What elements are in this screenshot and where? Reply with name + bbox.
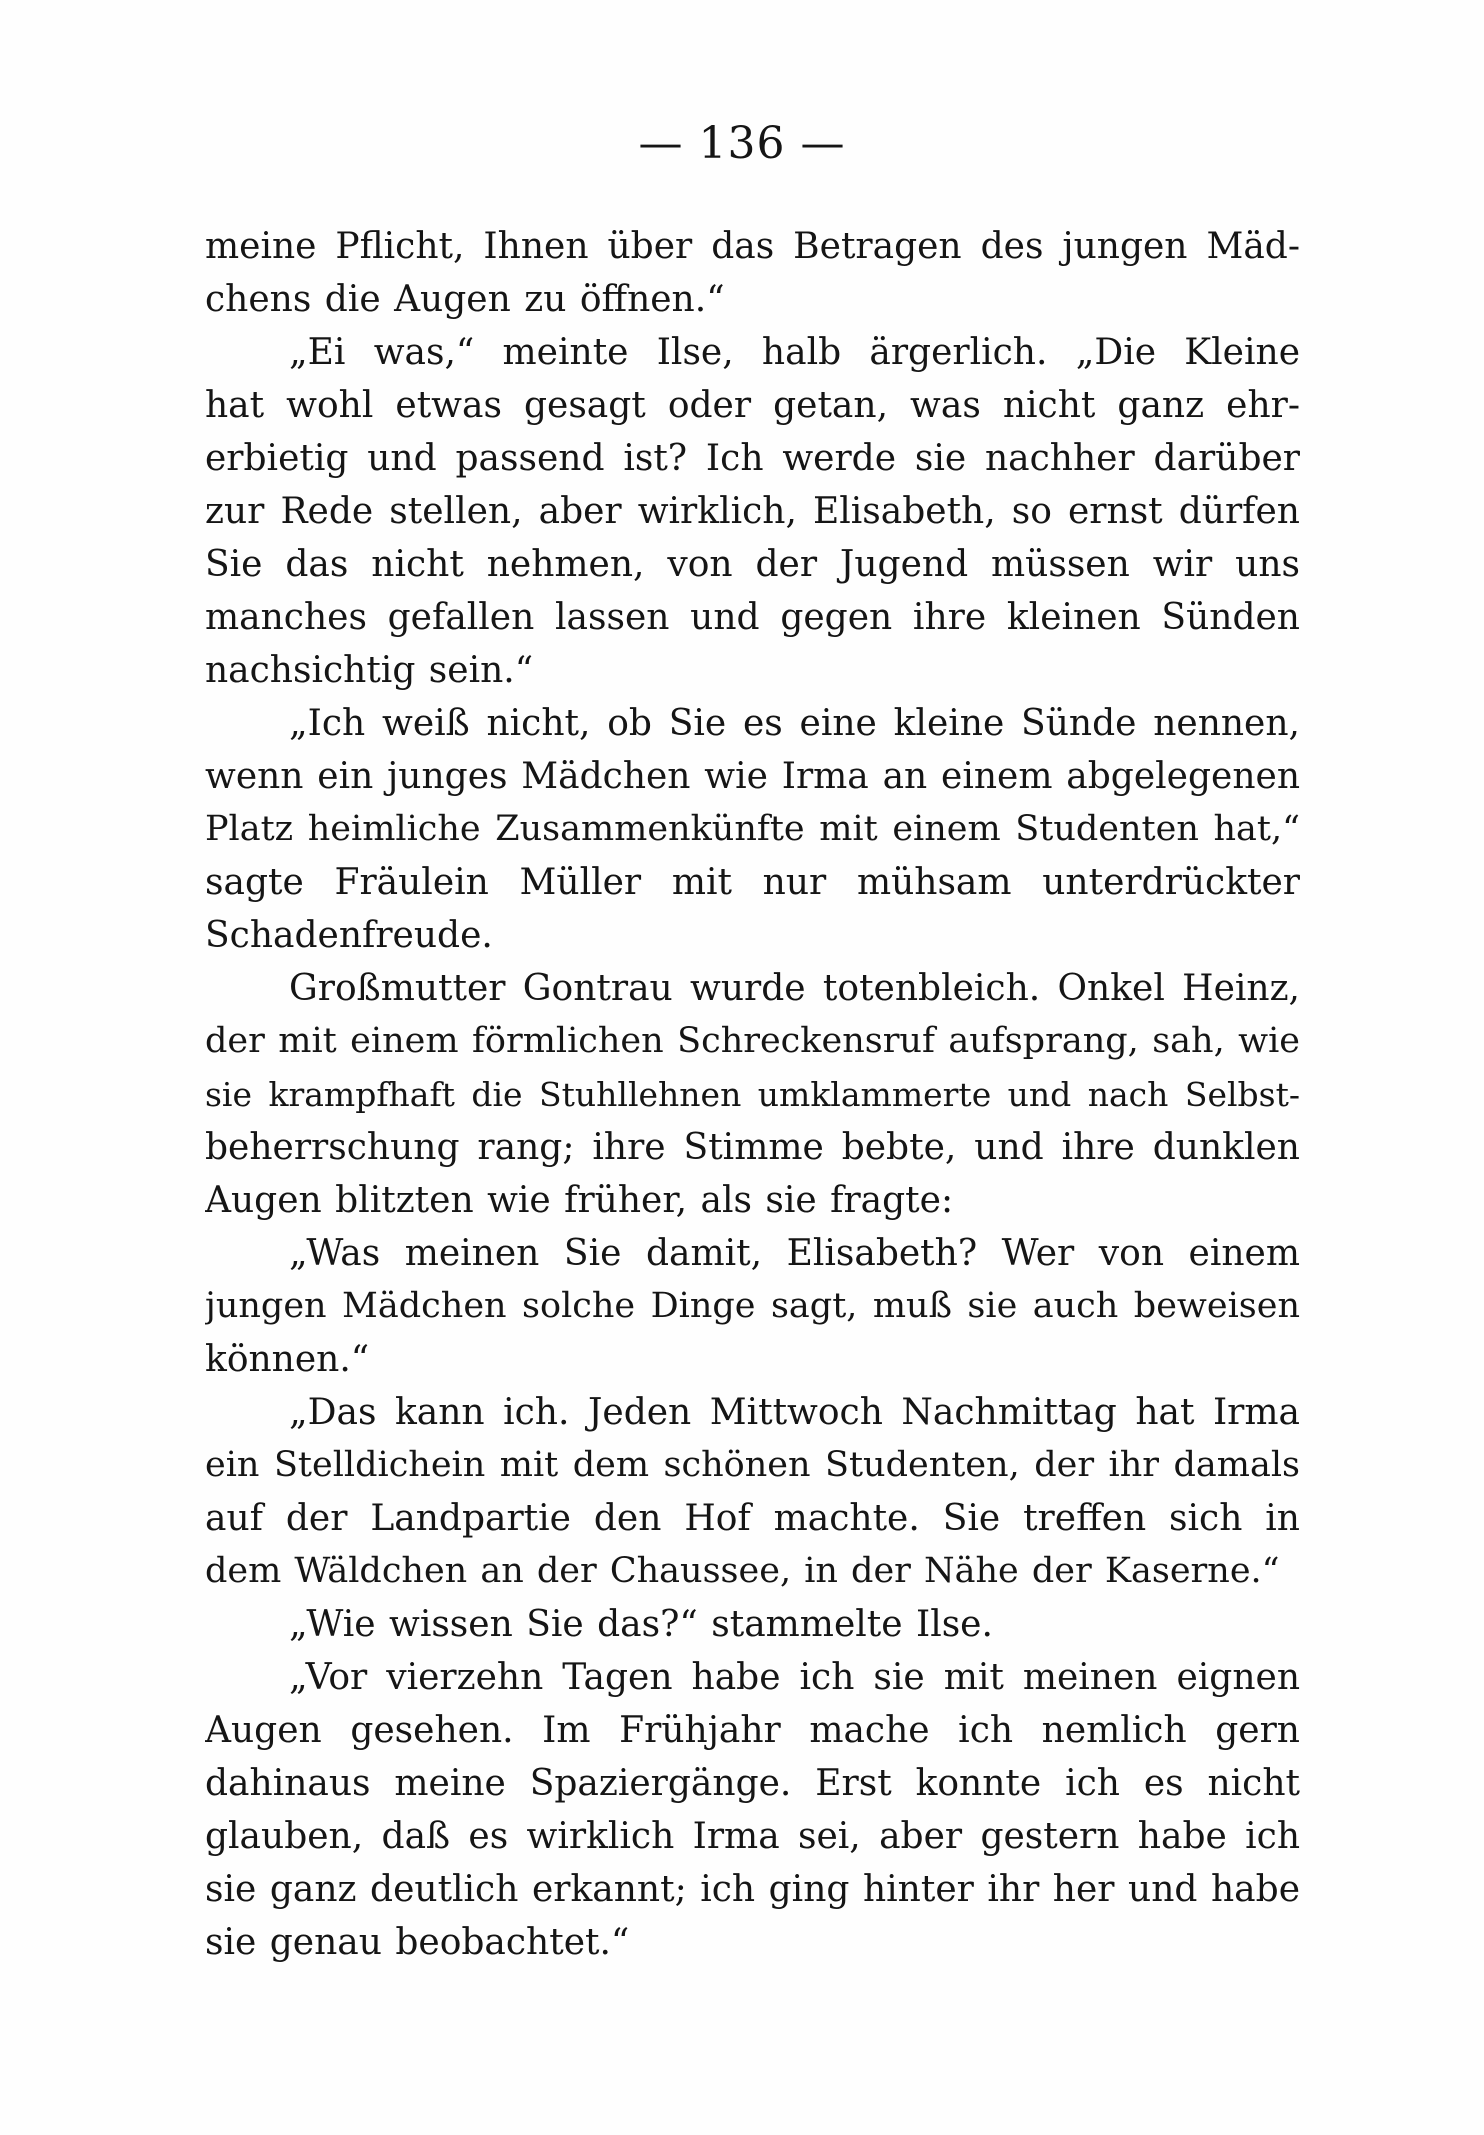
- text-line: Platz heimliche Zusammenkünfte mit einem Studenten hat,“: [205, 809, 1300, 849]
- text-line: zur Rede stellen, aber wirklich, Elisabeth, so ernst dürfen: [205, 491, 1300, 532]
- text-line: erbietig und passend ist? Ich werde sie nachher darüber: [205, 438, 1300, 479]
- text-line: sagte Fräulein Müller mit nur mühsam unterdrückter: [205, 862, 1300, 903]
- text-line: wenn ein junges Mädchen wie Irma an einem abgelegenen: [205, 756, 1300, 797]
- text-line: Großmutter Gontrau wurde totenbleich. Onkel Heinz,: [289, 968, 1300, 1009]
- text-line: manches gefallen lassen und gegen ihre kleinen Sünden: [205, 597, 1300, 638]
- text-line: können.“: [205, 1339, 370, 1380]
- text-line: sie krampfhaft die Stuhllehnen umklammerte und nach Selbst-: [205, 1075, 1300, 1114]
- text-line: chens die Augen zu öffnen.“: [205, 279, 725, 320]
- text-line: Augen gesehen. Im Frühjahr mache ich nemlich gern: [205, 1710, 1300, 1751]
- text-line: Augen blitzten wie früher, als sie fragte:: [205, 1180, 954, 1221]
- text-line: ein Stelldichein mit dem schönen Studenten, der ihr damals: [205, 1445, 1300, 1485]
- text-line: glauben, daß es wirklich Irma sei, aber gestern habe ich: [205, 1816, 1300, 1857]
- text-line: „Das kann ich. Jeden Mittwoch Nachmittag hat Irma: [289, 1392, 1300, 1433]
- page-number: — 136 —: [638, 118, 846, 169]
- text-line: jungen Mädchen solche Dinge sagt, muß sie auch beweisen: [205, 1286, 1300, 1326]
- text-line: sie genau beobachtet.“: [205, 1922, 630, 1963]
- text-line: Sie das nicht nehmen, von der Jugend müssen wir uns: [205, 544, 1300, 585]
- text-line: „Ich weiß nicht, ob Sie es eine kleine Sünde nennen,: [289, 703, 1300, 744]
- text-line: „Ei was,“ meinte Ilse, halb ärgerlich. „Die Kleine: [289, 332, 1300, 373]
- body-text: [205, 220, 1300, 1969]
- text-line: „Vor vierzehn Tagen habe ich sie mit meinen eignen: [289, 1657, 1300, 1698]
- text-line: der mit einem förmlichen Schreckensruf aufsprang, sah, wie: [205, 1021, 1300, 1061]
- text-line: hat wohl etwas gesagt oder getan, was nicht ganz ehr-: [205, 385, 1300, 426]
- text-line: auf der Landpartie den Hof machte. Sie treffen sich in: [205, 1498, 1300, 1539]
- text-line: „Was meinen Sie damit, Elisabeth? Wer von einem: [289, 1233, 1300, 1274]
- text-line: Schadenfreude.: [205, 915, 493, 956]
- text-line: „Wie wissen Sie das?“ stammelte Ilse.: [289, 1604, 993, 1645]
- text-line: beherrschung rang; ihre Stimme bebte, und ihre dunklen: [205, 1127, 1300, 1168]
- text-line: meine Pflicht, Ihnen über das Betragen des jungen Mäd-: [205, 226, 1300, 267]
- text-line: nachsichtig sein.“: [205, 650, 534, 691]
- text-line: dahinaus meine Spaziergänge. Erst konnte ich es nicht: [205, 1763, 1300, 1804]
- text-line: dem Wäldchen an der Chaussee, in der Nähe der Kaserne.“: [205, 1551, 1280, 1591]
- text-line: sie ganz deutlich erkannt; ich ging hinter ihr her und habe: [205, 1869, 1300, 1910]
